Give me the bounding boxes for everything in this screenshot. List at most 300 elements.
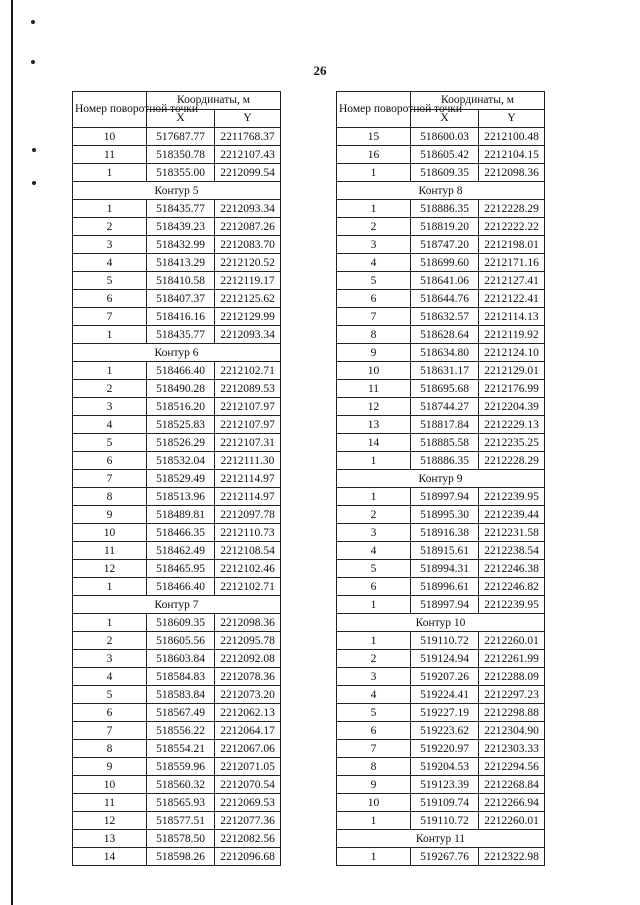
table-row bbox=[73, 794, 281, 812]
x-coordinate-cell: 519224.41 bbox=[411, 686, 479, 704]
x-coordinate-cell: 518490.28 bbox=[147, 380, 215, 398]
x-coordinate-cell: 518744.27 bbox=[411, 398, 479, 416]
point-number-cell: 1 bbox=[337, 200, 411, 218]
point-number-cell: 12 bbox=[337, 398, 411, 416]
x-coordinate-cell: 518916.38 bbox=[411, 524, 479, 542]
y-coordinate-cell: 2212064.17 bbox=[215, 722, 281, 740]
x-coordinate-cell: 518526.29 bbox=[147, 434, 215, 452]
point-number-cell: 10 bbox=[337, 794, 411, 812]
x-coordinate-cell: 518554.21 bbox=[147, 740, 215, 758]
y-coordinate-cell: 2212107.43 bbox=[215, 146, 281, 164]
table-row bbox=[337, 434, 545, 452]
table-row bbox=[73, 164, 281, 182]
x-coordinate-cell: 518407.37 bbox=[147, 290, 215, 308]
contour-heading: Контур 11 bbox=[337, 830, 545, 848]
point-number-cell: 11 bbox=[73, 542, 147, 560]
table-row bbox=[337, 650, 545, 668]
y-coordinate-cell: 2212119.92 bbox=[479, 326, 545, 344]
y-coordinate-cell: 2212098.36 bbox=[479, 164, 545, 182]
x-coordinate-cell: 518413.29 bbox=[147, 254, 215, 272]
table-row bbox=[73, 434, 281, 452]
table-row bbox=[337, 308, 545, 326]
y-coordinate-cell: 2212294.56 bbox=[479, 758, 545, 776]
table-row bbox=[73, 254, 281, 272]
point-number-cell: 8 bbox=[337, 758, 411, 776]
contour-heading-row bbox=[73, 596, 281, 614]
x-coordinate-cell: 518489.81 bbox=[147, 506, 215, 524]
x-coordinate-cell: 518584.83 bbox=[147, 668, 215, 686]
x-coordinate-cell: 518699.60 bbox=[411, 254, 479, 272]
y-coordinate-cell: 2212298.88 bbox=[479, 704, 545, 722]
table-row bbox=[337, 794, 545, 812]
point-number-cell: 1 bbox=[337, 596, 411, 614]
point-number-cell: 4 bbox=[337, 686, 411, 704]
coordinates-table-right bbox=[336, 91, 545, 866]
y-coordinate-cell: 2212260.01 bbox=[479, 812, 545, 830]
y-coordinate-cell: 2212067.06 bbox=[215, 740, 281, 758]
y-coordinate-cell: 2212073.20 bbox=[215, 686, 281, 704]
x-coordinate-cell: 518466.40 bbox=[147, 362, 215, 380]
x-coordinate-cell: 518695.68 bbox=[411, 380, 479, 398]
header-point-number: Номер поворотной точки bbox=[73, 92, 147, 128]
point-number-cell: 5 bbox=[337, 560, 411, 578]
x-coordinate-cell: 518416.16 bbox=[147, 308, 215, 326]
table-row bbox=[337, 722, 545, 740]
x-coordinate-cell: 519267.76 bbox=[411, 848, 479, 866]
x-coordinate-cell: 518565.93 bbox=[147, 794, 215, 812]
y-coordinate-cell: 2212098.36 bbox=[215, 614, 281, 632]
table-row bbox=[73, 416, 281, 434]
point-number-cell: 9 bbox=[337, 344, 411, 362]
table-row bbox=[337, 488, 545, 506]
point-number-cell: 14 bbox=[337, 434, 411, 452]
y-coordinate-cell: 2212288.09 bbox=[479, 668, 545, 686]
table-row bbox=[73, 146, 281, 164]
point-number-cell: 13 bbox=[337, 416, 411, 434]
table-row bbox=[73, 398, 281, 416]
x-coordinate-cell: 518532.04 bbox=[147, 452, 215, 470]
table-row bbox=[73, 758, 281, 776]
point-number-cell: 7 bbox=[337, 308, 411, 326]
point-number-cell: 6 bbox=[73, 290, 147, 308]
table-row bbox=[73, 506, 281, 524]
y-coordinate-cell: 2212176.99 bbox=[479, 380, 545, 398]
x-coordinate-cell: 519207.26 bbox=[411, 668, 479, 686]
point-number-cell: 1 bbox=[337, 812, 411, 830]
y-coordinate-cell: 2212238.54 bbox=[479, 542, 545, 560]
table-body-left bbox=[73, 128, 281, 866]
x-coordinate-cell: 518747.20 bbox=[411, 236, 479, 254]
x-coordinate-cell: 519109.74 bbox=[411, 794, 479, 812]
x-coordinate-cell: 518996.61 bbox=[411, 578, 479, 596]
table-row bbox=[337, 668, 545, 686]
point-number-cell: 1 bbox=[337, 632, 411, 650]
y-coordinate-cell: 2212071.05 bbox=[215, 758, 281, 776]
x-coordinate-cell: 517687.77 bbox=[147, 128, 215, 146]
table-row bbox=[337, 848, 545, 866]
point-number-cell: 3 bbox=[337, 668, 411, 686]
point-number-cell: 6 bbox=[337, 290, 411, 308]
table-row bbox=[337, 200, 545, 218]
point-number-cell: 2 bbox=[73, 218, 147, 236]
x-coordinate-cell: 518603.84 bbox=[147, 650, 215, 668]
y-coordinate-cell: 2211768.37 bbox=[215, 128, 281, 146]
point-number-cell: 3 bbox=[337, 236, 411, 254]
x-coordinate-cell: 519123.39 bbox=[411, 776, 479, 794]
point-number-cell: 11 bbox=[73, 794, 147, 812]
y-coordinate-cell: 2212235.25 bbox=[479, 434, 545, 452]
table-row bbox=[73, 632, 281, 650]
y-coordinate-cell: 2212077.36 bbox=[215, 812, 281, 830]
point-number-cell: 2 bbox=[337, 218, 411, 236]
point-number-cell: 5 bbox=[73, 686, 147, 704]
table-row bbox=[73, 308, 281, 326]
margin-dot bbox=[31, 20, 35, 24]
x-coordinate-cell: 518632.57 bbox=[411, 308, 479, 326]
y-coordinate-cell: 2212239.95 bbox=[479, 488, 545, 506]
point-number-cell: 10 bbox=[73, 524, 147, 542]
table-row bbox=[73, 290, 281, 308]
table-row bbox=[73, 236, 281, 254]
x-coordinate-cell: 518634.80 bbox=[411, 344, 479, 362]
y-coordinate-cell: 2212087.26 bbox=[215, 218, 281, 236]
x-coordinate-cell: 518886.35 bbox=[411, 452, 479, 470]
y-coordinate-cell: 2212171.16 bbox=[479, 254, 545, 272]
point-number-cell: 15 bbox=[337, 128, 411, 146]
x-coordinate-cell: 519227.19 bbox=[411, 704, 479, 722]
point-number-cell: 10 bbox=[73, 776, 147, 794]
point-number-cell: 7 bbox=[73, 308, 147, 326]
y-coordinate-cell: 2212124.10 bbox=[479, 344, 545, 362]
point-number-cell: 1 bbox=[73, 614, 147, 632]
y-coordinate-cell: 2212070.54 bbox=[215, 776, 281, 794]
x-coordinate-cell: 518885.58 bbox=[411, 434, 479, 452]
table-row bbox=[337, 128, 545, 146]
point-number-cell: 7 bbox=[73, 470, 147, 488]
point-number-cell: 1 bbox=[337, 488, 411, 506]
contour-heading-row bbox=[337, 182, 545, 200]
x-coordinate-cell: 518435.77 bbox=[147, 326, 215, 344]
y-coordinate-cell: 2212114.13 bbox=[479, 308, 545, 326]
y-coordinate-cell: 2212304.90 bbox=[479, 722, 545, 740]
table-row bbox=[337, 776, 545, 794]
table-row bbox=[337, 524, 545, 542]
y-coordinate-cell: 2212102.46 bbox=[215, 560, 281, 578]
point-number-cell: 1 bbox=[337, 452, 411, 470]
table-row bbox=[73, 380, 281, 398]
x-coordinate-cell: 518628.64 bbox=[411, 326, 479, 344]
y-coordinate-cell: 2212268.84 bbox=[479, 776, 545, 794]
y-coordinate-cell: 2212231.58 bbox=[479, 524, 545, 542]
point-number-cell: 1 bbox=[73, 164, 147, 182]
point-number-cell: 1 bbox=[73, 200, 147, 218]
x-coordinate-cell: 518465.95 bbox=[147, 560, 215, 578]
x-coordinate-cell: 518355.00 bbox=[147, 164, 215, 182]
margin-dot bbox=[32, 148, 36, 152]
y-coordinate-cell: 2212062.13 bbox=[215, 704, 281, 722]
margin-dot bbox=[32, 181, 36, 185]
table-row bbox=[337, 326, 545, 344]
y-coordinate-cell: 2212107.97 bbox=[215, 416, 281, 434]
y-coordinate-cell: 2212204.39 bbox=[479, 398, 545, 416]
contour-heading: Контур 5 bbox=[73, 182, 281, 200]
header-y: Y bbox=[479, 110, 545, 128]
table-row bbox=[73, 650, 281, 668]
y-coordinate-cell: 2212114.97 bbox=[215, 470, 281, 488]
y-coordinate-cell: 2212089.53 bbox=[215, 380, 281, 398]
table-row bbox=[73, 812, 281, 830]
y-coordinate-cell: 2212125.62 bbox=[215, 290, 281, 308]
table-row bbox=[73, 470, 281, 488]
x-coordinate-cell: 518609.35 bbox=[147, 614, 215, 632]
table-row bbox=[337, 596, 545, 614]
y-coordinate-cell: 2212104.15 bbox=[479, 146, 545, 164]
x-coordinate-cell: 518567.49 bbox=[147, 704, 215, 722]
contour-heading-row bbox=[337, 614, 545, 632]
y-coordinate-cell: 2212093.34 bbox=[215, 200, 281, 218]
contour-heading: Контур 9 bbox=[337, 470, 545, 488]
x-coordinate-cell: 518435.77 bbox=[147, 200, 215, 218]
y-coordinate-cell: 2212129.99 bbox=[215, 308, 281, 326]
x-coordinate-cell: 518641.06 bbox=[411, 272, 479, 290]
point-number-cell: 1 bbox=[73, 578, 147, 596]
y-coordinate-cell: 2212096.68 bbox=[215, 848, 281, 866]
contour-heading: Контур 6 bbox=[73, 344, 281, 362]
point-number-cell: 1 bbox=[337, 164, 411, 182]
y-coordinate-cell: 2212100.48 bbox=[479, 128, 545, 146]
table-row bbox=[73, 560, 281, 578]
header-point-number: Номер поворотной точки bbox=[337, 92, 411, 128]
point-number-cell: 4 bbox=[73, 416, 147, 434]
table-row bbox=[73, 578, 281, 596]
contour-heading: Контур 8 bbox=[337, 182, 545, 200]
point-number-cell: 5 bbox=[73, 434, 147, 452]
point-number-cell: 8 bbox=[73, 488, 147, 506]
y-coordinate-cell: 2212102.71 bbox=[215, 578, 281, 596]
table-row bbox=[337, 686, 545, 704]
table-row bbox=[337, 740, 545, 758]
y-coordinate-cell: 2212107.31 bbox=[215, 434, 281, 452]
table-row bbox=[73, 488, 281, 506]
y-coordinate-cell: 2212260.01 bbox=[479, 632, 545, 650]
y-coordinate-cell: 2212111.30 bbox=[215, 452, 281, 470]
x-coordinate-cell: 518819.20 bbox=[411, 218, 479, 236]
table-row bbox=[337, 344, 545, 362]
y-coordinate-cell: 2212093.34 bbox=[215, 326, 281, 344]
x-coordinate-cell: 518915.61 bbox=[411, 542, 479, 560]
contour-heading: Контур 7 bbox=[73, 596, 281, 614]
point-number-cell: 2 bbox=[73, 632, 147, 650]
table-row bbox=[337, 236, 545, 254]
x-coordinate-cell: 518644.76 bbox=[411, 290, 479, 308]
x-coordinate-cell: 518605.56 bbox=[147, 632, 215, 650]
header-y: Y bbox=[215, 110, 281, 128]
x-coordinate-cell: 518886.35 bbox=[411, 200, 479, 218]
table-row bbox=[73, 704, 281, 722]
table-row bbox=[337, 812, 545, 830]
point-number-cell: 10 bbox=[73, 128, 147, 146]
table-row bbox=[337, 542, 545, 560]
table-row bbox=[73, 200, 281, 218]
y-coordinate-cell: 2212097.78 bbox=[215, 506, 281, 524]
x-coordinate-cell: 518462.49 bbox=[147, 542, 215, 560]
point-number-cell: 11 bbox=[73, 146, 147, 164]
x-coordinate-cell: 518817.84 bbox=[411, 416, 479, 434]
x-coordinate-cell: 518350.78 bbox=[147, 146, 215, 164]
x-coordinate-cell: 519204.53 bbox=[411, 758, 479, 776]
x-coordinate-cell: 518439.23 bbox=[147, 218, 215, 236]
x-coordinate-cell: 518466.35 bbox=[147, 524, 215, 542]
table-row bbox=[337, 146, 545, 164]
point-number-cell: 3 bbox=[73, 398, 147, 416]
table-body-right bbox=[337, 128, 545, 866]
point-number-cell: 10 bbox=[337, 362, 411, 380]
table-row bbox=[337, 416, 545, 434]
table-row bbox=[73, 686, 281, 704]
x-coordinate-cell: 518516.20 bbox=[147, 398, 215, 416]
point-number-cell: 12 bbox=[73, 812, 147, 830]
y-coordinate-cell: 2212095.78 bbox=[215, 632, 281, 650]
point-number-cell: 1 bbox=[337, 848, 411, 866]
y-coordinate-cell: 2212198.01 bbox=[479, 236, 545, 254]
table-row bbox=[73, 776, 281, 794]
point-number-cell: 5 bbox=[73, 272, 147, 290]
y-coordinate-cell: 2212246.82 bbox=[479, 578, 545, 596]
header-coordinates: Координаты, м bbox=[411, 92, 545, 110]
table-row bbox=[73, 848, 281, 866]
y-coordinate-cell: 2212239.95 bbox=[479, 596, 545, 614]
point-number-cell: 6 bbox=[73, 452, 147, 470]
table-row bbox=[337, 560, 545, 578]
point-number-cell: 12 bbox=[73, 560, 147, 578]
header-coordinates: Координаты, м bbox=[147, 92, 281, 110]
table-row bbox=[73, 452, 281, 470]
table-row bbox=[337, 632, 545, 650]
y-coordinate-cell: 2212069.53 bbox=[215, 794, 281, 812]
point-number-cell: 14 bbox=[73, 848, 147, 866]
table-row bbox=[337, 758, 545, 776]
table-row bbox=[337, 272, 545, 290]
point-number-cell: 7 bbox=[73, 722, 147, 740]
table-row bbox=[73, 218, 281, 236]
point-number-cell: 2 bbox=[337, 650, 411, 668]
x-coordinate-cell: 518529.49 bbox=[147, 470, 215, 488]
point-number-cell: 13 bbox=[73, 830, 147, 848]
contour-heading-row bbox=[73, 344, 281, 362]
y-coordinate-cell: 2212083.70 bbox=[215, 236, 281, 254]
x-coordinate-cell: 518995.30 bbox=[411, 506, 479, 524]
point-number-cell: 6 bbox=[337, 578, 411, 596]
table-row bbox=[73, 722, 281, 740]
table-row bbox=[73, 326, 281, 344]
table-row bbox=[337, 398, 545, 416]
point-number-cell: 6 bbox=[337, 722, 411, 740]
table-row bbox=[73, 614, 281, 632]
x-coordinate-cell: 518578.50 bbox=[147, 830, 215, 848]
y-coordinate-cell: 2212229.13 bbox=[479, 416, 545, 434]
y-coordinate-cell: 2212303.33 bbox=[479, 740, 545, 758]
point-number-cell: 4 bbox=[73, 254, 147, 272]
point-number-cell: 4 bbox=[73, 668, 147, 686]
x-coordinate-cell: 519110.72 bbox=[411, 812, 479, 830]
y-coordinate-cell: 2212122.41 bbox=[479, 290, 545, 308]
y-coordinate-cell: 2212228.29 bbox=[479, 452, 545, 470]
binding-margin-line bbox=[11, 0, 13, 905]
table-row bbox=[337, 452, 545, 470]
contour-heading-row bbox=[337, 830, 545, 848]
x-coordinate-cell: 518466.40 bbox=[147, 578, 215, 596]
x-coordinate-cell: 518525.83 bbox=[147, 416, 215, 434]
point-number-cell: 6 bbox=[73, 704, 147, 722]
y-coordinate-cell: 2212099.54 bbox=[215, 164, 281, 182]
x-coordinate-cell: 518600.03 bbox=[411, 128, 479, 146]
contour-heading: Контур 10 bbox=[337, 614, 545, 632]
contour-heading-row bbox=[337, 470, 545, 488]
x-coordinate-cell: 519220.97 bbox=[411, 740, 479, 758]
y-coordinate-cell: 2212092.08 bbox=[215, 650, 281, 668]
point-number-cell: 9 bbox=[337, 776, 411, 794]
header-x: X bbox=[411, 110, 479, 128]
table-row bbox=[337, 164, 545, 182]
point-number-cell: 5 bbox=[337, 272, 411, 290]
table-row bbox=[73, 524, 281, 542]
coordinates-table-left bbox=[72, 91, 281, 866]
y-coordinate-cell: 2212322.98 bbox=[479, 848, 545, 866]
x-coordinate-cell: 518556.22 bbox=[147, 722, 215, 740]
x-coordinate-cell: 519124.94 bbox=[411, 650, 479, 668]
table-row bbox=[337, 218, 545, 236]
x-coordinate-cell: 518559.96 bbox=[147, 758, 215, 776]
table-row bbox=[73, 362, 281, 380]
point-number-cell: 2 bbox=[73, 380, 147, 398]
point-number-cell: 8 bbox=[73, 740, 147, 758]
y-coordinate-cell: 2212078.36 bbox=[215, 668, 281, 686]
point-number-cell: 5 bbox=[337, 704, 411, 722]
y-coordinate-cell: 2212297.23 bbox=[479, 686, 545, 704]
x-coordinate-cell: 518605.42 bbox=[411, 146, 479, 164]
x-coordinate-cell: 518513.96 bbox=[147, 488, 215, 506]
point-number-cell: 1 bbox=[73, 362, 147, 380]
y-coordinate-cell: 2212108.54 bbox=[215, 542, 281, 560]
point-number-cell: 1 bbox=[73, 326, 147, 344]
table-row bbox=[337, 506, 545, 524]
x-coordinate-cell: 518560.32 bbox=[147, 776, 215, 794]
point-number-cell: 8 bbox=[337, 326, 411, 344]
y-coordinate-cell: 2212127.41 bbox=[479, 272, 545, 290]
y-coordinate-cell: 2212120.52 bbox=[215, 254, 281, 272]
x-coordinate-cell: 518432.99 bbox=[147, 236, 215, 254]
point-number-cell: 3 bbox=[73, 236, 147, 254]
table-row bbox=[73, 542, 281, 560]
y-coordinate-cell: 2212082.56 bbox=[215, 830, 281, 848]
y-coordinate-cell: 2212110.73 bbox=[215, 524, 281, 542]
contour-heading-row bbox=[73, 182, 281, 200]
point-number-cell: 9 bbox=[73, 506, 147, 524]
y-coordinate-cell: 2212261.99 bbox=[479, 650, 545, 668]
table-row bbox=[73, 128, 281, 146]
table-row bbox=[337, 704, 545, 722]
x-coordinate-cell: 518598.26 bbox=[147, 848, 215, 866]
table-row bbox=[337, 578, 545, 596]
x-coordinate-cell: 518997.94 bbox=[411, 596, 479, 614]
y-coordinate-cell: 2212129.01 bbox=[479, 362, 545, 380]
y-coordinate-cell: 2212228.29 bbox=[479, 200, 545, 218]
x-coordinate-cell: 518994.31 bbox=[411, 560, 479, 578]
table-row bbox=[73, 740, 281, 758]
x-coordinate-cell: 518577.51 bbox=[147, 812, 215, 830]
y-coordinate-cell: 2212222.22 bbox=[479, 218, 545, 236]
x-coordinate-cell: 519223.62 bbox=[411, 722, 479, 740]
